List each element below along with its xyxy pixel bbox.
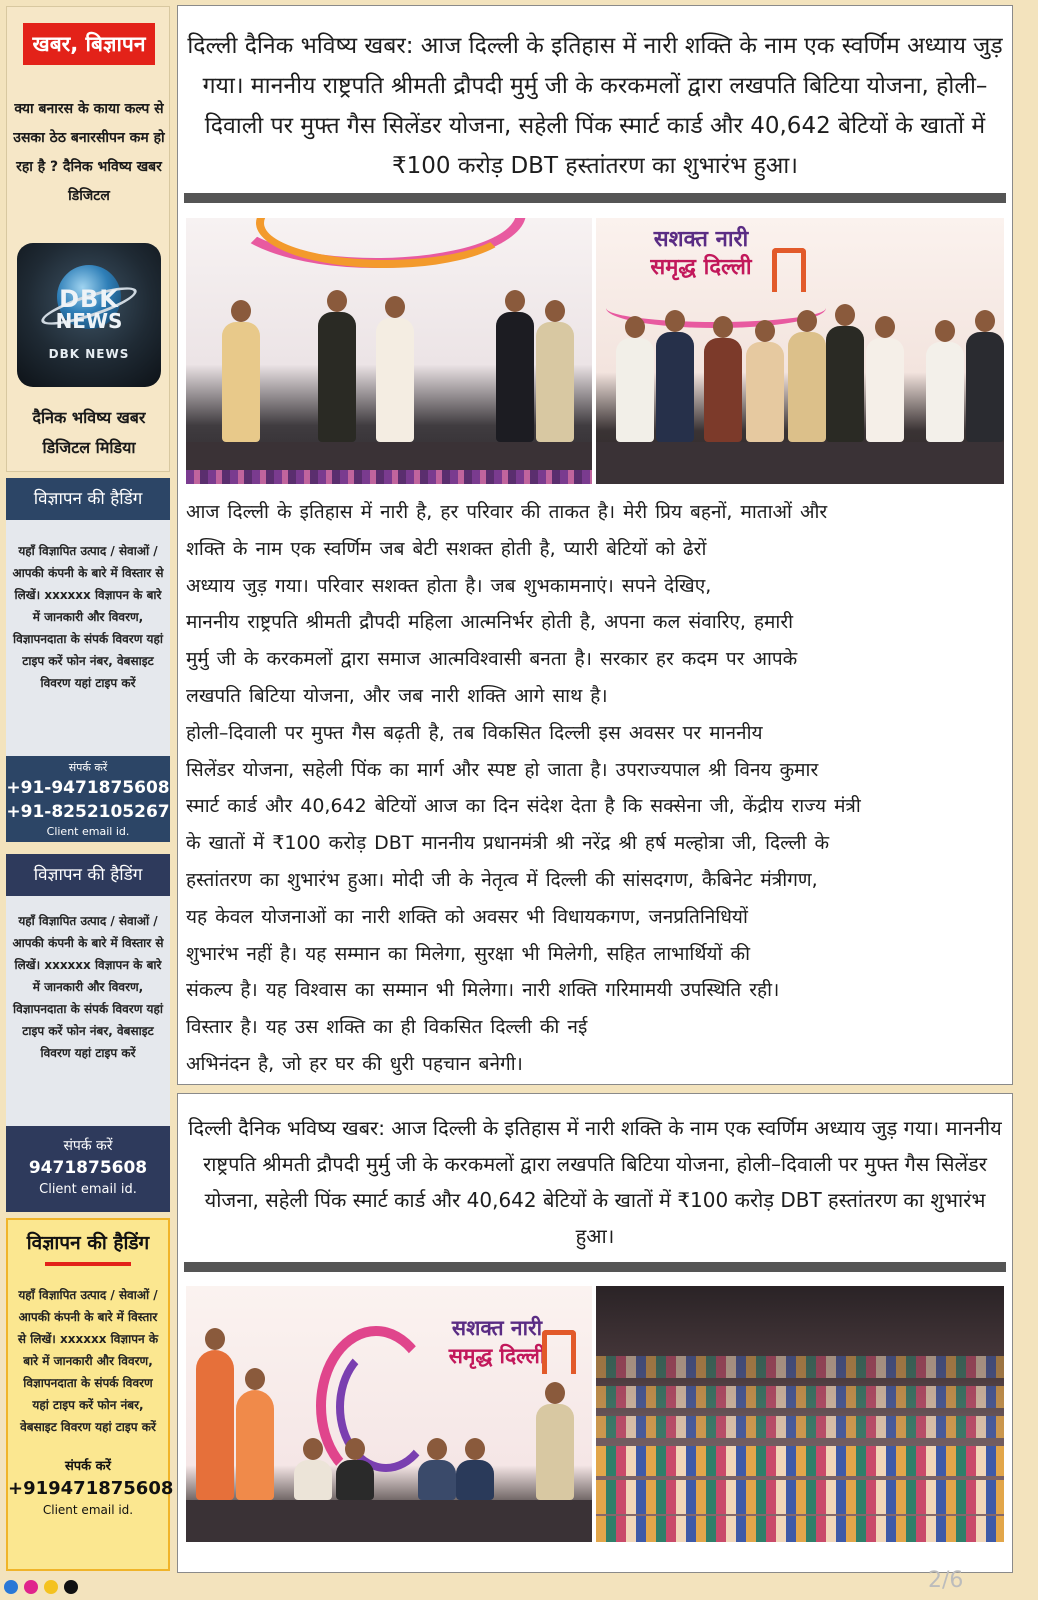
logo-caption: DBK NEWS (48, 347, 130, 361)
body-line: शुभारंभ नहीं है। यह सम्मान का मिलेगा, सुरक्षा भी मिलेगी, सहित लाभार्थियों की (186, 942, 750, 965)
dignitary-figure (866, 338, 904, 442)
audience-row (596, 1386, 1004, 1408)
flower-border (186, 470, 592, 484)
body-line: होली–दिवाली पर मुफ्त गैस बढ़ती है, तब विकसित दिल्ली इस अवसर पर माननीय (186, 721, 763, 744)
dot-blue (4, 1580, 18, 1594)
contact-email[interactable]: Client email id. (46, 825, 130, 838)
dot-black (64, 1580, 78, 1594)
event-photo-stage[interactable] (186, 218, 592, 484)
news-ad-tag: खबर, बिज्ञापन (23, 23, 155, 65)
article-body (186, 494, 1006, 1083)
contact-label: संपर्क करें (68, 761, 108, 774)
banner-title (606, 226, 796, 282)
ad-body: यहाँ विज्ञापित उत्पाद / सेवाओं / आपकी कंपनी के बारे में विस्तार से लिखें। xxxxxx विज्ञापन के बारे में जानकारी और विवरण, विज्ञापनदाता के संपर्क विवरण यहां टाइप करें फोन नंबर, वेबसाइट विवरण यहां टाइप करें (12, 914, 164, 1060)
body-line: सिलेंडर योजना, सहेली पिंक का मार्ग और स्पष्ट हो जाता है। उपराज्यपाल श्री विनय कुमार (186, 758, 819, 781)
body-line: अध्याय जुड़ गया। परिवार सशक्त होता है। जब शुभकामनाएं। सपने देखिए, (186, 574, 712, 597)
news-promo-text[interactable]: क्या बनारस के काया कल्प से उसका ठेठ बनारसीपन कम हो रहा है ? दैनिक भविष्य खबर डिजिटल (13, 101, 165, 204)
banner-line-2: समृद्ध दिल्ली (448, 1344, 546, 1368)
body-line: माननीय राष्ट्रपति श्रीमती द्रौपदी महिला आत्मनिर्भर होती है, अपना कल संवारिए, हमारी (186, 611, 794, 634)
contact-label: संपर्क करें (63, 1138, 113, 1154)
contact-phone[interactable]: +919471875608 (8, 1478, 174, 1499)
audience-row (596, 1446, 1004, 1476)
contact-label: संपर्क करें (65, 1459, 111, 1474)
color-dots (4, 1580, 78, 1594)
sidebar (6, 6, 174, 1571)
article-headline: दिल्ली दैनिक भविष्य खबर: आज दिल्ली के इतिहास में नारी शक्ति के नाम एक स्वर्णिम अध्याय जुड़ गया। माननीय राष्ट्रपति श्रीमती द्रौपदी मुर्मु जी के करकमलों द्वारा लखपति बिटिया योजना, होली–दिवाली पर मुफ्त गैस सिलेंडर योजना, सहेली पिंक स्मार्ट कार्ड और 40,642 बेटियों के खातों में ₹100 करोड़ DBT हस्तांतरण का शुभारंभ हुआ। (187, 33, 1003, 179)
contact-phone[interactable]: +91-9471875608 (6, 778, 170, 798)
body-line: मुर्मु जी के करकमलों द्वारा समाज आत्मविश्वासी बनता है। सरकार हर कदम पर आपके (186, 648, 798, 671)
dignitary-figure (746, 342, 784, 442)
dignitary-figure (318, 312, 356, 442)
banner-line-1: सशक्त नारी (653, 227, 749, 252)
banner-line-2: समृद्ध दिल्ली (650, 255, 752, 280)
event-photo-speech[interactable] (186, 1286, 592, 1542)
dbk-news-logo[interactable] (17, 243, 161, 387)
body-line: संकल्प है। यह विश्वास का सम्मान भी मिलेगा। नारी शक्ति गरिमामयी उपस्थिति रही। (186, 979, 780, 1002)
dignitary-figure (376, 318, 414, 442)
dignitary-figure (704, 338, 742, 442)
ad-slot-1[interactable] (6, 478, 170, 842)
banner-line-1: सशक्त नारी (451, 1316, 543, 1340)
contact-phone[interactable]: 9471875608 (28, 1158, 148, 1178)
article-2 (177, 1093, 1013, 1573)
decor-swoosh (256, 218, 516, 268)
stage-dais (596, 442, 1004, 484)
body-line: अभिनंदन है, जो हर घर की धुरी पहचान बनेगी। (186, 1052, 523, 1075)
india-gate-icon (772, 248, 806, 292)
ad-heading: विज्ञापन की हैडिंग (6, 478, 170, 520)
statue-figure (236, 1390, 274, 1500)
ad-slot-2[interactable] (6, 854, 170, 1212)
dignitary-figure (336, 1460, 374, 1500)
news-promo-block (6, 6, 170, 472)
dignitary-figure (616, 338, 654, 442)
ad-heading: विज्ञापन की हैडिंग (26, 1232, 150, 1254)
india-gate-icon (542, 1330, 576, 1374)
article-1 (177, 5, 1013, 1085)
event-photo-ceremony[interactable] (596, 218, 1004, 484)
dignitary-figure (294, 1460, 332, 1500)
ad-slot-3[interactable] (6, 1218, 174, 1571)
dignitary-figure (536, 322, 574, 442)
dignitary-figure (222, 322, 260, 442)
audience-row (596, 1480, 1004, 1514)
speaker-figure (536, 1404, 574, 1500)
logo-text-news: NEWS (55, 309, 123, 333)
divider (184, 1262, 1006, 1272)
event-photo-audience[interactable] (596, 1286, 1004, 1542)
audience-row (596, 1356, 1004, 1378)
body-line: शक्ति के नाम एक स्वर्णिम जब बेटी सशक्त होती है, प्यारी बेटियों को ढेरों (186, 537, 707, 560)
audience-row (596, 1516, 1004, 1542)
ad-body: यहाँ विज्ञापित उत्पाद / सेवाओं / आपकी कंपनी के बारे में विस्तार से लिखें। xxxxxx विज्ञापन के बारे में जानकारी और विवरण, विज्ञापनदाता के संपर्क विवरण यहां टाइप करें फोन नंबर, वेबसाइट विवरण यहां टाइप करें (17, 1288, 159, 1434)
ad-contact (8, 1446, 174, 1518)
page-indicator: 2/6 (928, 1568, 964, 1593)
logo-text-dbk: DBK (59, 285, 119, 313)
body-line: यह केवल योजनाओं का नारी शक्ति को अवसर भी विधायकगण, जनप्रतिनिधियों (186, 905, 748, 928)
audience-row (596, 1416, 1004, 1438)
statue-figure (196, 1350, 234, 1500)
dignitary-figure (656, 332, 694, 442)
dot-magenta (24, 1580, 38, 1594)
dignitary-figure (456, 1460, 494, 1500)
body-line: विस्तार है। यह उस शक्ति का ही विकसित दिल्ली की नई (186, 1016, 588, 1039)
dignitary-figure (966, 332, 1004, 442)
ad-contact (6, 756, 170, 842)
media-label: दैनिक भविष्य खबर डिजिटल मिडिया (32, 408, 146, 457)
ad-contact (6, 1126, 170, 1212)
body-line: हस्तांतरण का शुभारंभ हुआ। मोदी जी के नेतृत्व में दिल्ली की सांसदगण, कैबिनेट मंत्रीगण, (186, 868, 818, 891)
body-line: आज दिल्ली के इतिहास में नारी है, हर परिवार की ताकत है। मेरी प्रिय बहनों, माताओं और (186, 501, 828, 523)
dot-yellow (44, 1580, 58, 1594)
dignitary-figure (826, 326, 864, 442)
body-line: स्मार्ट कार्ड और 40,642 बेटियों आज का दिन संदेश देता है कि सक्सेना जी, केंद्रीय राज्य मंत्री (186, 795, 861, 818)
divider (184, 193, 1006, 203)
article-headline: दिल्ली दैनिक भविष्य खबर: आज दिल्ली के इतिहास में नारी शक्ति के नाम एक स्वर्णिम अध्याय जुड़ गया। माननीय राष्ट्रपति श्रीमती द्रौपदी मुर्मु जी के करकमलों द्वारा लखपति बिटिया योजना, होली–दिवाली पर मुफ्त गैस सिलेंडर योजना, सहेली पिंक स्मार्ट कार्ड और 40,642 बेटियों के खातों में ₹100 करोड़ DBT हस्तांतरण का शुभारंभ हुआ। (188, 1116, 1002, 1248)
dignitary-figure (496, 312, 534, 442)
contact-email[interactable]: Client email id. (39, 1182, 137, 1197)
contact-email[interactable]: Client email id. (42, 1503, 134, 1517)
dignitary-figure (926, 342, 964, 442)
dignitary-figure (418, 1460, 456, 1500)
body-line: के खातों में ₹100 करोड़ DBT माननीय प्रधानमंत्री श्री नरेंद्र श्री हर्ष मल्होत्रा जी, दिल्ली के (186, 832, 830, 855)
body-line: लखपति बिटिया योजना, और जब नारी शक्ति आगे साथ है। (186, 684, 608, 707)
contact-phone[interactable]: +91-8252105267 (6, 802, 170, 822)
ad-body: यहाँ विज्ञापित उत्पाद / सेवाओं / आपकी कंपनी के बारे में विस्तार से लिखें। xxxxxx विज्ञापन के बारे में जानकारी और विवरण, विज्ञापनदाता के संपर्क विवरण यहां टाइप करें फोन नंबर, वेबसाइट विवरण यहां टाइप करें (12, 544, 164, 690)
ad-heading: विज्ञापन की हैडिंग (6, 854, 170, 896)
dignitary-figure (788, 332, 826, 442)
stage-dais (186, 1500, 592, 1542)
